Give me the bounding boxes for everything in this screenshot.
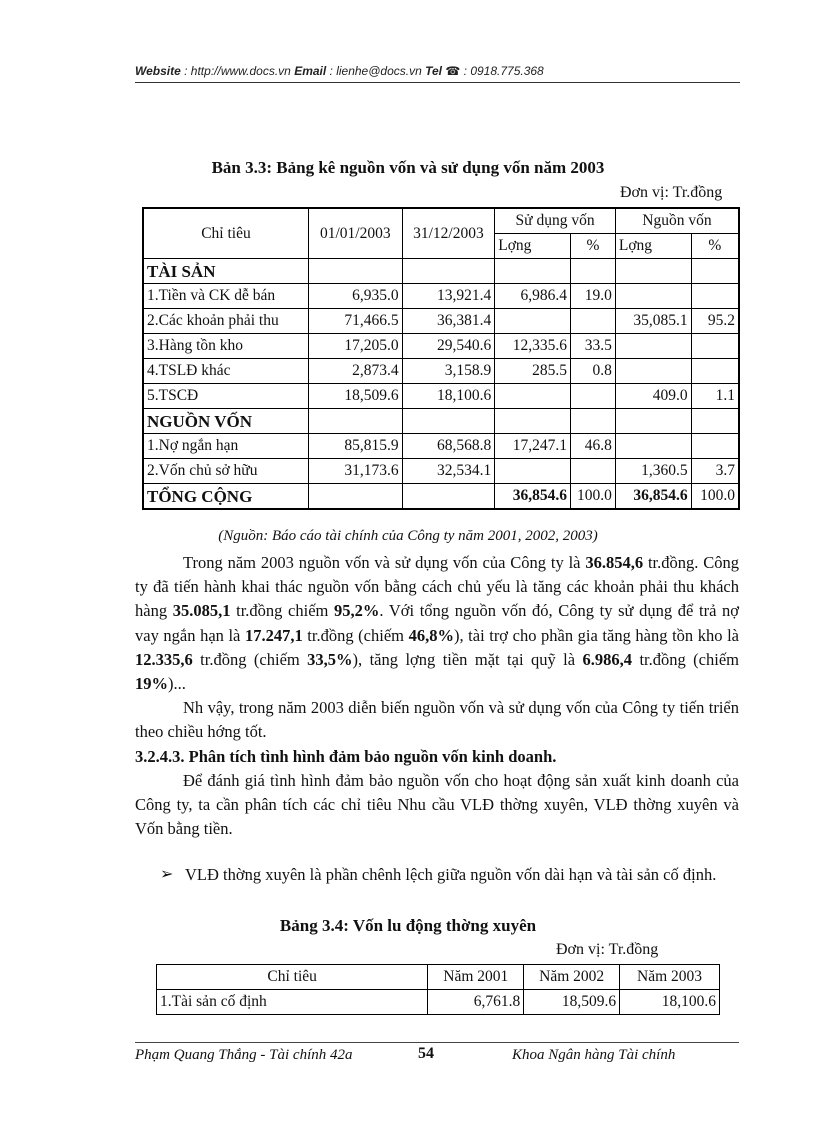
table-row [143, 434, 739, 459]
header-pct-use: % [570, 234, 615, 259]
paragraph-3: Để đánh giá tình hình đảm bảo nguồn vốn cho hoạt động sản xuất kinh doanh của Công ty, ta cần phân tích các chỉ tiêu Nhu cầu VLĐ thờng xuyên, VLĐ thờng xuyên và Vốn bằng tiền. [135, 770, 739, 839]
arrow-right-icon: ➢ [160, 866, 174, 883]
total-source-pct: 100.0 [691, 484, 739, 510]
cell: 17,205.0 [308, 334, 402, 359]
cell: 3,158.9 [402, 359, 495, 384]
cell: 31,173.6 [308, 459, 402, 484]
t2-header-2001: Năm 2001 [428, 965, 524, 990]
website-label: Website [135, 64, 181, 78]
table-row [143, 459, 739, 484]
row-label: 1.Tài sản cố định [157, 990, 428, 1015]
cell: 6,935.0 [308, 284, 402, 309]
total-source-amount: 36,854.6 [615, 484, 691, 510]
cell [495, 384, 571, 409]
cell: 29,540.6 [402, 334, 495, 359]
cell: 18,100.6 [402, 384, 495, 409]
header-date1: 01/01/2003 [308, 208, 402, 259]
total-label: TỔNG CỘNG [143, 484, 308, 510]
cell [495, 309, 571, 334]
email-label: Email [294, 64, 327, 78]
section-assets: TÀI SẢN [143, 259, 308, 284]
cell: 3.7 [691, 459, 739, 484]
cell: 1.1 [691, 384, 739, 409]
table-row [143, 359, 739, 384]
cell [495, 459, 571, 484]
cell: 0.8 [570, 359, 615, 384]
paragraph-1: Trong năm 2003 nguồn vốn và sử dụng vốn của Công ty là 36.854,6 tr.đồng. Công ty đã tiến hành khai thác nguồn vốn bằng cách chủ yếu là tăng các khoản phải thu khách hàng 35.085,1 tr.đồng chiếm 95,2%. Với tổng nguồn vốn đó, Công ty sử dụng để trả nợ vay ngắn hạn là 17.247,1 tr.đồng (chiếm 46,8%), tài trợ cho phần gia tăng hàng tồn kho là 12.335,6 tr.đồng (chiếm 33,5%), tăng lợng tiền mặt tại quỹ là 6.986,4 tr.đồng (chiếm 19%)... [135, 553, 740, 694]
footer-department: Khoa Ngân hàng Tài chính [512, 1047, 676, 1063]
table-row [143, 384, 739, 409]
cell: 18,509.6 [308, 384, 402, 409]
row-label: 3.Hàng tồn kho [143, 334, 308, 359]
t2-header-2003: Năm 2003 [620, 965, 720, 990]
cell: 409.0 [615, 384, 691, 409]
bullet-item [160, 863, 740, 887]
cell: 46.8 [570, 434, 615, 459]
row-label: 5.TSCĐ [143, 384, 308, 409]
cell: 285.5 [495, 359, 571, 384]
cell: 32,534.1 [402, 459, 495, 484]
page-header [135, 64, 740, 83]
header-amount-source: Lợng [615, 234, 691, 259]
cell [570, 309, 615, 334]
table-row [143, 284, 739, 309]
cell [691, 434, 739, 459]
row-label: 1.Tiền và CK dễ bán [143, 284, 308, 309]
row-label: 1.Nợ ngắn hạn [143, 434, 308, 459]
table1-source-note: (Nguồn: Báo cáo tài chính của Công ty năm 2001, 2002, 2003) [218, 528, 598, 544]
cell: 33.5 [570, 334, 615, 359]
cell [615, 284, 691, 309]
cell: 6,761.8 [428, 990, 524, 1015]
body-text [135, 551, 739, 841]
table-row [143, 334, 739, 359]
cell: 18,509.6 [524, 990, 620, 1015]
cell: 6,986.4 [495, 284, 571, 309]
cell: 35,085.1 [615, 309, 691, 334]
cell [615, 334, 691, 359]
header-amount-use: Lợng [495, 234, 571, 259]
cell: 18,100.6 [620, 990, 720, 1015]
header-use: Sử dụng vốn [495, 208, 616, 234]
total-use-amount: 36,854.6 [495, 484, 571, 510]
phone-icon: ☎ [445, 64, 461, 78]
cell: 36,381.4 [402, 309, 495, 334]
header-indicator: Chỉ tiêu [143, 208, 308, 259]
email-value: : lienhe@docs.vn [326, 64, 426, 78]
cell: 19.0 [570, 284, 615, 309]
cell: 12,335.6 [495, 334, 571, 359]
cell: 17,247.1 [495, 434, 571, 459]
cell: 95.2 [691, 309, 739, 334]
paragraph-2: Nh vậy, trong năm 2003 diễn biến nguồn vốn và sử dụng vốn của Công ty tiến triển theo chiều hớng tốt. [135, 698, 739, 742]
table2-unit: Đơn vị: Tr.đồng [556, 941, 659, 958]
cell: 68,568.8 [402, 434, 495, 459]
section-heading: 3.2.4.3. Phân tích tình hình đảm bảo nguồn vốn kinh doanh. [135, 746, 557, 766]
website-value: : http://www.docs.vn [180, 64, 295, 78]
row-label: 2.Các khoản phải thu [143, 309, 308, 334]
total-row [143, 484, 739, 510]
cell [691, 284, 739, 309]
table1-title: Bản 3.3: Bảng kê nguồn vốn và sử dụng vốn năm 2003 [211, 158, 605, 177]
header-pct-source: % [691, 234, 739, 259]
cell [402, 484, 495, 510]
cell [691, 359, 739, 384]
page-footer [135, 1042, 739, 1069]
footer-author: Phạm Quang Thắng - Tài chính 42a [135, 1047, 353, 1063]
tel-label: Tel [425, 64, 443, 78]
table1 [142, 207, 740, 510]
total-use-pct: 100.0 [570, 484, 615, 510]
tel-value: : 0918.775.368 [460, 64, 544, 78]
cell: 1,360.5 [615, 459, 691, 484]
header-date2: 31/12/2003 [402, 208, 495, 259]
cell [570, 384, 615, 409]
table-row [157, 990, 720, 1015]
cell [570, 459, 615, 484]
row-label: 4.TSLĐ khác [143, 359, 308, 384]
t2-header-indicator: Chỉ tiêu [157, 965, 428, 990]
cell [615, 359, 691, 384]
cell: 2,873.4 [308, 359, 402, 384]
section-sources: NGUỒN VỐN [143, 409, 308, 434]
cell: 71,466.5 [308, 309, 402, 334]
page-number: 54 [418, 1045, 434, 1062]
row-label: 2.Vốn chủ sở hữu [143, 459, 308, 484]
cell: 85,815.9 [308, 434, 402, 459]
t2-header-2002: Năm 2002 [524, 965, 620, 990]
header-source: Nguồn vốn [615, 208, 739, 234]
bullet-text: VLĐ thờng xuyên là phần chênh lệch giữa nguồn vốn dài hạn và tài sản cố định. [185, 865, 717, 884]
cell [615, 434, 691, 459]
table2 [156, 964, 720, 1015]
cell: 13,921.4 [402, 284, 495, 309]
table2-title: Bảng 3.4: Vốn lu động thờng xuyên [279, 916, 537, 935]
table1-unit: Đơn vị: Tr.đồng [620, 184, 723, 201]
table-row [143, 309, 739, 334]
cell [308, 484, 402, 510]
cell [691, 334, 739, 359]
